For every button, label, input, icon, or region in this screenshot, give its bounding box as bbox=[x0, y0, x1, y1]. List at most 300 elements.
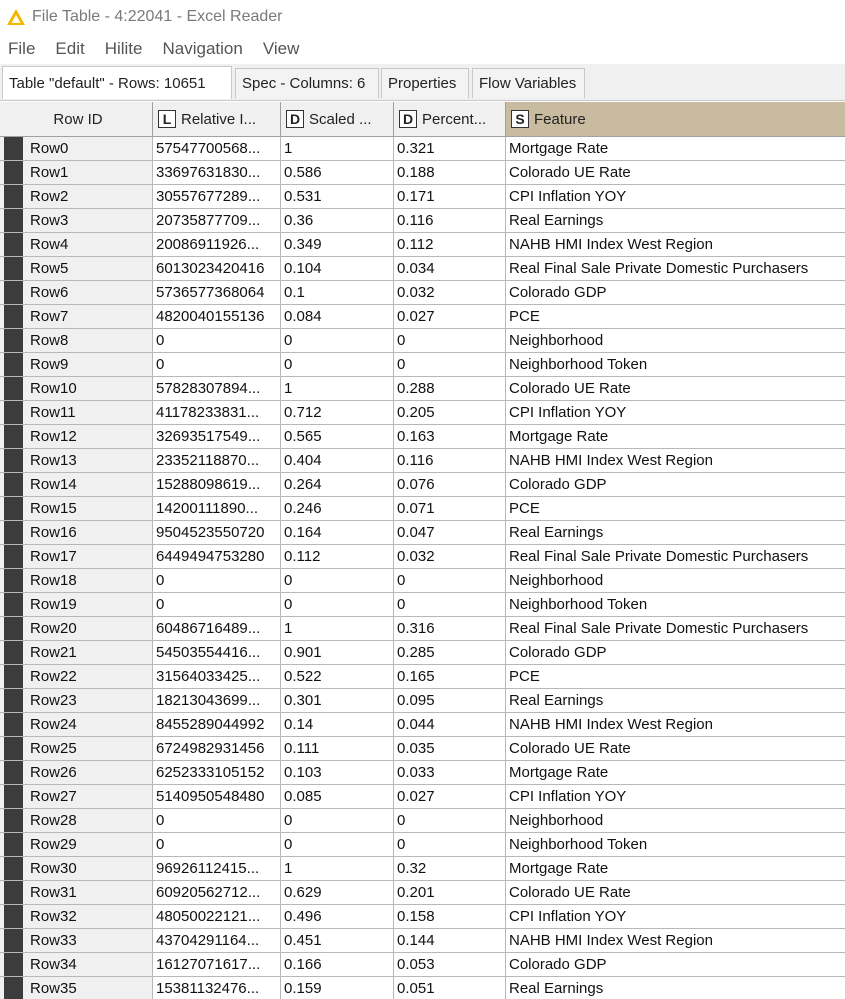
row-id: Row34 bbox=[30, 956, 77, 973]
table-row[interactable] bbox=[0, 905, 845, 929]
table-row[interactable] bbox=[0, 689, 845, 713]
row-header[interactable] bbox=[0, 713, 153, 736]
cell-feature[interactable]: Neighborhood Token bbox=[509, 596, 648, 613]
table-row[interactable] bbox=[0, 305, 845, 329]
row-id: Row27 bbox=[30, 788, 77, 805]
cell-percent[interactable]: 0.321 bbox=[394, 137, 506, 160]
cell-percent[interactable]: 0.201 bbox=[394, 881, 506, 904]
long-type-icon: L bbox=[158, 110, 176, 128]
tab-properties[interactable]: Properties bbox=[381, 68, 469, 98]
row-id: Row5 bbox=[30, 260, 69, 277]
table-row[interactable] bbox=[0, 473, 845, 497]
row-marker bbox=[4, 569, 23, 592]
cell-scaled[interactable]: 1 bbox=[281, 857, 394, 880]
cell-scaled[interactable]: 0.451 bbox=[281, 929, 394, 952]
row-marker bbox=[4, 137, 23, 160]
menu-edit[interactable]: Edit bbox=[55, 38, 85, 58]
row-marker bbox=[4, 449, 23, 472]
cell-scaled[interactable]: 0.164 bbox=[281, 521, 394, 544]
cell-relative-importance[interactable]: 16127071617... bbox=[153, 953, 281, 976]
cell-feature[interactable]: Real Earnings bbox=[509, 524, 604, 541]
cell-scaled[interactable]: 0.111 bbox=[281, 737, 394, 760]
cell-feature[interactable]: Mortgage Rate bbox=[509, 860, 609, 877]
column-header-row-id[interactable] bbox=[4, 102, 153, 136]
double-type-icon: D bbox=[399, 110, 417, 128]
cell-scaled[interactable]: 0.712 bbox=[281, 401, 394, 424]
cell-scaled[interactable]: 0.522 bbox=[281, 665, 394, 688]
row-header[interactable] bbox=[0, 545, 153, 568]
cell-feature[interactable]: NAHB HMI Index West Region bbox=[509, 932, 713, 949]
cell-percent[interactable]: 0.32 bbox=[394, 857, 506, 880]
cell-percent[interactable]: 0.112 bbox=[394, 233, 506, 256]
row-id: Row32 bbox=[30, 908, 77, 925]
row-marker bbox=[4, 521, 23, 544]
row-header[interactable] bbox=[0, 737, 153, 760]
cell-relative-importance[interactable]: 41178233831... bbox=[153, 401, 281, 424]
cell-feature[interactable]: PCE bbox=[509, 668, 540, 685]
cell-relative-importance[interactable]: 43704291164... bbox=[153, 929, 281, 952]
menu-view[interactable]: View bbox=[262, 38, 300, 58]
cell-feature[interactable]: CPI Inflation YOY bbox=[509, 788, 627, 805]
table-row[interactable] bbox=[0, 281, 845, 305]
cell-feature[interactable]: Mortgage Rate bbox=[509, 428, 609, 445]
row-marker bbox=[4, 353, 23, 376]
row-header[interactable] bbox=[0, 617, 153, 640]
cell-relative-importance[interactable]: 9504523550720 bbox=[153, 521, 281, 544]
cell-feature[interactable]: Real Final Sale Private Domestic Purchasers bbox=[509, 620, 809, 637]
table-row[interactable] bbox=[0, 785, 845, 809]
table-row[interactable] bbox=[0, 569, 845, 593]
row-header[interactable] bbox=[0, 833, 153, 856]
row-header[interactable] bbox=[0, 689, 153, 712]
table-row[interactable] bbox=[0, 713, 845, 737]
row-marker bbox=[4, 593, 23, 616]
row-header[interactable] bbox=[0, 593, 153, 616]
cell-feature[interactable]: Colorado GDP bbox=[509, 644, 607, 661]
table-row[interactable] bbox=[0, 185, 845, 209]
menu-hilite[interactable]: Hilite bbox=[104, 38, 143, 58]
cell-scaled[interactable]: 0.085 bbox=[281, 785, 394, 808]
cell-scaled[interactable]: 0 bbox=[281, 569, 394, 592]
cell-feature[interactable]: PCE bbox=[509, 308, 540, 325]
cell-scaled[interactable]: 0.246 bbox=[281, 497, 394, 520]
cell-scaled[interactable]: 0.14 bbox=[281, 713, 394, 736]
cell-feature[interactable]: NAHB HMI Index West Region bbox=[509, 236, 713, 253]
cell-percent[interactable]: 0.076 bbox=[394, 473, 506, 496]
cell-percent[interactable]: 0.171 bbox=[394, 185, 506, 208]
cell-relative-importance[interactable]: 20086911926... bbox=[153, 233, 281, 256]
cell-relative-importance[interactable]: 0 bbox=[153, 809, 281, 832]
table-row[interactable] bbox=[0, 209, 845, 233]
row-marker bbox=[4, 545, 23, 568]
cell-scaled[interactable]: 0.103 bbox=[281, 761, 394, 784]
row-id: Row0 bbox=[30, 140, 69, 157]
cell-feature[interactable]: NAHB HMI Index West Region bbox=[509, 716, 713, 733]
table-row[interactable] bbox=[0, 233, 845, 257]
cell-relative-importance[interactable]: 0 bbox=[153, 593, 281, 616]
row-id: Row1 bbox=[30, 164, 69, 181]
cell-relative-importance[interactable]: 0 bbox=[153, 329, 281, 352]
table-row[interactable] bbox=[0, 929, 845, 953]
cell-percent[interactable]: 0.116 bbox=[394, 449, 506, 472]
row-header[interactable] bbox=[0, 137, 153, 160]
table-row[interactable] bbox=[0, 137, 845, 161]
table-row[interactable] bbox=[0, 161, 845, 185]
table-row[interactable] bbox=[0, 977, 845, 999]
row-header[interactable] bbox=[0, 569, 153, 592]
cell-feature[interactable]: Mortgage Rate bbox=[509, 140, 609, 157]
cell-feature[interactable]: Mortgage Rate bbox=[509, 764, 609, 781]
row-id: Row28 bbox=[30, 812, 77, 829]
row-header[interactable] bbox=[0, 377, 153, 400]
cell-percent[interactable]: 0 bbox=[394, 809, 506, 832]
cell-relative-importance[interactable]: 6013023420416 bbox=[153, 257, 281, 280]
row-id: Row23 bbox=[30, 692, 77, 709]
cell-scaled[interactable]: 0.565 bbox=[281, 425, 394, 448]
cell-relative-importance[interactable]: 48050022121... bbox=[153, 905, 281, 928]
row-marker bbox=[4, 761, 23, 784]
row-id: Row9 bbox=[30, 356, 69, 373]
row-header[interactable] bbox=[0, 521, 153, 544]
cell-feature[interactable]: Neighborhood bbox=[509, 812, 604, 829]
cell-relative-importance[interactable]: 14200111890... bbox=[153, 497, 281, 520]
cell-scaled[interactable]: 0.36 bbox=[281, 209, 394, 232]
menu-navigation[interactable]: Navigation bbox=[162, 38, 243, 58]
row-marker bbox=[4, 905, 23, 928]
cell-percent[interactable]: 0.047 bbox=[394, 521, 506, 544]
row-marker bbox=[4, 857, 23, 880]
cell-scaled[interactable]: 1 bbox=[281, 377, 394, 400]
cell-percent[interactable]: 0.044 bbox=[394, 713, 506, 736]
row-header[interactable] bbox=[0, 929, 153, 952]
row-id: Row10 bbox=[30, 380, 77, 397]
row-id: Row29 bbox=[30, 836, 77, 853]
cell-relative-importance[interactable]: 96926112415... bbox=[153, 857, 281, 880]
row-id: Row6 bbox=[30, 284, 69, 301]
table-row[interactable] bbox=[0, 737, 845, 761]
tab-flow-variables[interactable]: Flow Variables bbox=[472, 68, 585, 98]
cell-percent[interactable]: 0.205 bbox=[394, 401, 506, 424]
table-row[interactable] bbox=[0, 857, 845, 881]
row-marker bbox=[4, 665, 23, 688]
row-header[interactable] bbox=[0, 353, 153, 376]
row-header[interactable] bbox=[0, 185, 153, 208]
row-header[interactable] bbox=[0, 209, 153, 232]
cell-percent[interactable]: 0.051 bbox=[394, 977, 506, 999]
cell-feature[interactable]: PCE bbox=[509, 500, 540, 517]
table-row[interactable] bbox=[0, 449, 845, 473]
cell-percent[interactable]: 0 bbox=[394, 833, 506, 856]
cell-feature[interactable]: Real Final Sale Private Domestic Purchasers bbox=[509, 260, 809, 277]
cell-percent[interactable]: 0.032 bbox=[394, 281, 506, 304]
table-row[interactable] bbox=[0, 377, 845, 401]
cell-relative-importance[interactable]: 60486716489... bbox=[153, 617, 281, 640]
row-marker bbox=[4, 185, 23, 208]
column-label: Relative I... bbox=[181, 110, 257, 128]
cell-feature[interactable]: Colorado GDP bbox=[509, 284, 607, 301]
row-marker bbox=[4, 233, 23, 256]
cell-percent[interactable]: 0.034 bbox=[394, 257, 506, 280]
row-marker bbox=[4, 209, 23, 232]
cell-percent[interactable]: 0.035 bbox=[394, 737, 506, 760]
row-marker bbox=[4, 929, 23, 952]
row-header[interactable] bbox=[0, 881, 153, 904]
cell-relative-importance[interactable]: 5140950548480 bbox=[153, 785, 281, 808]
row-id: Row18 bbox=[30, 572, 77, 589]
cell-percent[interactable]: 0.158 bbox=[394, 905, 506, 928]
cell-feature[interactable]: CPI Inflation YOY bbox=[509, 908, 627, 925]
row-header[interactable] bbox=[0, 857, 153, 880]
table-row[interactable] bbox=[0, 521, 845, 545]
cell-feature[interactable]: NAHB HMI Index West Region bbox=[509, 452, 713, 469]
cell-percent[interactable]: 0.144 bbox=[394, 929, 506, 952]
cell-relative-importance[interactable]: 30557677289... bbox=[153, 185, 281, 208]
cell-scaled[interactable]: 0.104 bbox=[281, 257, 394, 280]
cell-scaled[interactable]: 0.084 bbox=[281, 305, 394, 328]
row-header[interactable] bbox=[0, 977, 153, 999]
cell-scaled[interactable]: 0 bbox=[281, 353, 394, 376]
table-row[interactable] bbox=[0, 545, 845, 569]
cell-percent[interactable]: 0.027 bbox=[394, 305, 506, 328]
table-row[interactable] bbox=[0, 353, 845, 377]
cell-scaled[interactable]: 0.531 bbox=[281, 185, 394, 208]
cell-relative-importance[interactable]: 57828307894... bbox=[153, 377, 281, 400]
cell-feature[interactable]: Colorado GDP bbox=[509, 476, 607, 493]
table-row[interactable] bbox=[0, 497, 845, 521]
table-row[interactable] bbox=[0, 761, 845, 785]
cell-relative-importance[interactable]: 6724982931456 bbox=[153, 737, 281, 760]
cell-percent[interactable]: 0 bbox=[394, 329, 506, 352]
table-row[interactable] bbox=[0, 617, 845, 641]
row-id: Row2 bbox=[30, 188, 69, 205]
cell-percent[interactable]: 0 bbox=[394, 353, 506, 376]
row-id: Row3 bbox=[30, 212, 69, 229]
cell-feature[interactable]: Colorado UE Rate bbox=[509, 164, 631, 181]
row-header[interactable] bbox=[0, 401, 153, 424]
row-id: Row31 bbox=[30, 884, 77, 901]
row-id: Row7 bbox=[30, 308, 69, 325]
cell-relative-importance[interactable]: 15288098619... bbox=[153, 473, 281, 496]
cell-scaled[interactable]: 0 bbox=[281, 833, 394, 856]
column-header-scaled[interactable] bbox=[281, 102, 394, 136]
table-row[interactable] bbox=[0, 833, 845, 857]
cell-feature[interactable]: Colorado UE Rate bbox=[509, 740, 631, 757]
double-type-icon: D bbox=[286, 110, 304, 128]
table-row[interactable] bbox=[0, 401, 845, 425]
row-header[interactable] bbox=[0, 257, 153, 280]
cell-relative-importance[interactable]: 6252333105152 bbox=[153, 761, 281, 784]
row-marker bbox=[4, 785, 23, 808]
cell-percent[interactable]: 0.071 bbox=[394, 497, 506, 520]
cell-scaled[interactable]: 0 bbox=[281, 593, 394, 616]
row-header[interactable] bbox=[0, 473, 153, 496]
row-header[interactable] bbox=[0, 281, 153, 304]
cell-percent[interactable]: 0.033 bbox=[394, 761, 506, 784]
cell-scaled[interactable]: 0.112 bbox=[281, 545, 394, 568]
cell-feature[interactable]: CPI Inflation YOY bbox=[509, 404, 627, 421]
column-label: Scaled ... bbox=[309, 110, 372, 128]
cell-relative-importance[interactable]: 0 bbox=[153, 833, 281, 856]
row-marker bbox=[4, 737, 23, 760]
cell-feature[interactable]: CPI Inflation YOY bbox=[509, 188, 627, 205]
cell-relative-importance[interactable]: 5736577368064 bbox=[153, 281, 281, 304]
cell-percent[interactable]: 0 bbox=[394, 593, 506, 616]
menu-file[interactable]: File bbox=[8, 38, 36, 58]
cell-percent[interactable]: 0.188 bbox=[394, 161, 506, 184]
cell-percent[interactable]: 0.316 bbox=[394, 617, 506, 640]
row-marker bbox=[4, 809, 23, 832]
row-header[interactable] bbox=[0, 809, 153, 832]
table-row[interactable] bbox=[0, 641, 845, 665]
row-marker bbox=[4, 689, 23, 712]
tab-spec[interactable]: Spec - Columns: 6 bbox=[235, 68, 379, 98]
row-marker bbox=[4, 161, 23, 184]
cell-feature[interactable]: Real Earnings bbox=[509, 692, 604, 709]
cell-scaled[interactable]: 0.901 bbox=[281, 641, 394, 664]
row-id: Row16 bbox=[30, 524, 77, 541]
cell-feature[interactable]: Real Earnings bbox=[509, 980, 604, 997]
data-table bbox=[0, 102, 845, 999]
row-marker bbox=[4, 833, 23, 856]
cell-scaled[interactable]: 0.404 bbox=[281, 449, 394, 472]
row-id: Row35 bbox=[30, 980, 77, 997]
row-header[interactable] bbox=[0, 665, 153, 688]
row-header[interactable] bbox=[0, 641, 153, 664]
cell-percent[interactable]: 0.163 bbox=[394, 425, 506, 448]
cell-relative-importance[interactable]: 8455289044992 bbox=[153, 713, 281, 736]
column-header-percent[interactable] bbox=[394, 102, 506, 136]
table-row[interactable] bbox=[0, 953, 845, 977]
row-id: Row8 bbox=[30, 332, 69, 349]
cell-feature[interactable]: Neighborhood Token bbox=[509, 356, 648, 373]
cell-scaled[interactable]: 1 bbox=[281, 617, 394, 640]
cell-scaled[interactable]: 0.264 bbox=[281, 473, 394, 496]
cell-scaled[interactable]: 0 bbox=[281, 809, 394, 832]
cell-relative-importance[interactable]: 60920562712... bbox=[153, 881, 281, 904]
row-marker bbox=[4, 497, 23, 520]
row-header[interactable] bbox=[0, 233, 153, 256]
row-marker bbox=[4, 425, 23, 448]
row-header[interactable] bbox=[0, 497, 153, 520]
table-row[interactable] bbox=[0, 425, 845, 449]
column-header-relative-importance[interactable] bbox=[153, 102, 281, 136]
row-id: Row19 bbox=[30, 596, 77, 613]
tab-strip bbox=[0, 64, 845, 101]
cell-scaled[interactable]: 1 bbox=[281, 137, 394, 160]
row-marker bbox=[4, 713, 23, 736]
row-id: Row25 bbox=[30, 740, 77, 757]
cell-scaled[interactable]: 0.349 bbox=[281, 233, 394, 256]
cell-scaled[interactable]: 0.629 bbox=[281, 881, 394, 904]
cell-relative-importance[interactable]: 0 bbox=[153, 353, 281, 376]
cell-relative-importance[interactable]: 20735877709... bbox=[153, 209, 281, 232]
table-row[interactable] bbox=[0, 665, 845, 689]
row-header[interactable] bbox=[0, 329, 153, 352]
row-marker bbox=[4, 305, 23, 328]
cell-percent[interactable]: 0.288 bbox=[394, 377, 506, 400]
table-row[interactable] bbox=[0, 257, 845, 281]
cell-percent[interactable]: 0.032 bbox=[394, 545, 506, 568]
cell-percent[interactable]: 0.027 bbox=[394, 785, 506, 808]
column-header-feature[interactable] bbox=[506, 102, 845, 136]
cell-feature[interactable]: Neighborhood Token bbox=[509, 836, 648, 853]
cell-relative-importance[interactable]: 6449494753280 bbox=[153, 545, 281, 568]
cell-scaled[interactable]: 0 bbox=[281, 329, 394, 352]
cell-scaled[interactable]: 0.1 bbox=[281, 281, 394, 304]
cell-scaled[interactable]: 0.159 bbox=[281, 977, 394, 999]
cell-feature[interactable]: Real Final Sale Private Domestic Purchasers bbox=[509, 548, 809, 565]
tab-table[interactable]: Table "default" - Rows: 10651 bbox=[2, 66, 232, 99]
cell-relative-importance[interactable]: 15381132476... bbox=[153, 977, 281, 999]
row-header[interactable] bbox=[0, 953, 153, 976]
cell-percent[interactable]: 0.095 bbox=[394, 689, 506, 712]
row-id: Row30 bbox=[30, 860, 77, 877]
cell-relative-importance[interactable]: 54503554416... bbox=[153, 641, 281, 664]
cell-scaled[interactable]: 0.496 bbox=[281, 905, 394, 928]
cell-relative-importance[interactable]: 0 bbox=[153, 569, 281, 592]
cell-feature[interactable]: Colorado UE Rate bbox=[509, 380, 631, 397]
cell-scaled[interactable]: 0.301 bbox=[281, 689, 394, 712]
table-row[interactable] bbox=[0, 329, 845, 353]
row-id: Row20 bbox=[30, 620, 77, 637]
row-header[interactable] bbox=[0, 905, 153, 928]
row-marker bbox=[4, 977, 23, 999]
row-header[interactable] bbox=[0, 761, 153, 784]
cell-percent[interactable]: 0.165 bbox=[394, 665, 506, 688]
cell-scaled[interactable]: 0.166 bbox=[281, 953, 394, 976]
menu-bar bbox=[0, 33, 845, 64]
cell-relative-importance[interactable]: 23352118870... bbox=[153, 449, 281, 472]
column-label: Row ID bbox=[53, 110, 103, 128]
cell-percent[interactable]: 0.285 bbox=[394, 641, 506, 664]
cell-feature[interactable]: Neighborhood bbox=[509, 572, 604, 589]
table-row[interactable] bbox=[0, 593, 845, 617]
row-marker bbox=[4, 329, 23, 352]
table-row[interactable] bbox=[0, 881, 845, 905]
cell-percent[interactable]: 0.053 bbox=[394, 953, 506, 976]
row-header[interactable] bbox=[0, 425, 153, 448]
row-id: Row14 bbox=[30, 476, 77, 493]
cell-relative-importance[interactable]: 32693517549... bbox=[153, 425, 281, 448]
row-id: Row15 bbox=[30, 500, 77, 517]
string-type-icon: S bbox=[511, 110, 529, 128]
row-header[interactable] bbox=[0, 161, 153, 184]
cell-percent[interactable]: 0.116 bbox=[394, 209, 506, 232]
row-header[interactable] bbox=[0, 305, 153, 328]
cell-relative-importance[interactable]: 57547700568... bbox=[153, 137, 281, 160]
row-id: Row21 bbox=[30, 644, 77, 661]
row-id: Row4 bbox=[30, 236, 69, 253]
cell-relative-importance[interactable]: 18213043699... bbox=[153, 689, 281, 712]
row-marker bbox=[4, 953, 23, 976]
row-marker bbox=[4, 473, 23, 496]
cell-relative-importance[interactable]: 31564033425... bbox=[153, 665, 281, 688]
cell-relative-importance[interactable]: 4820040155136 bbox=[153, 305, 281, 328]
cell-feature[interactable]: Real Earnings bbox=[509, 212, 604, 229]
cell-feature[interactable]: Neighborhood bbox=[509, 332, 604, 349]
cell-percent[interactable]: 0 bbox=[394, 569, 506, 592]
cell-scaled[interactable]: 0.586 bbox=[281, 161, 394, 184]
row-marker bbox=[4, 257, 23, 280]
row-header[interactable] bbox=[0, 449, 153, 472]
table-row[interactable] bbox=[0, 809, 845, 833]
row-header[interactable] bbox=[0, 785, 153, 808]
window-title: File Table - 4:22041 - Excel Reader bbox=[32, 7, 283, 25]
cell-feature[interactable]: Colorado UE Rate bbox=[509, 884, 631, 901]
cell-feature[interactable]: Colorado GDP bbox=[509, 956, 607, 973]
row-marker bbox=[4, 617, 23, 640]
cell-relative-importance[interactable]: 33697631830... bbox=[153, 161, 281, 184]
